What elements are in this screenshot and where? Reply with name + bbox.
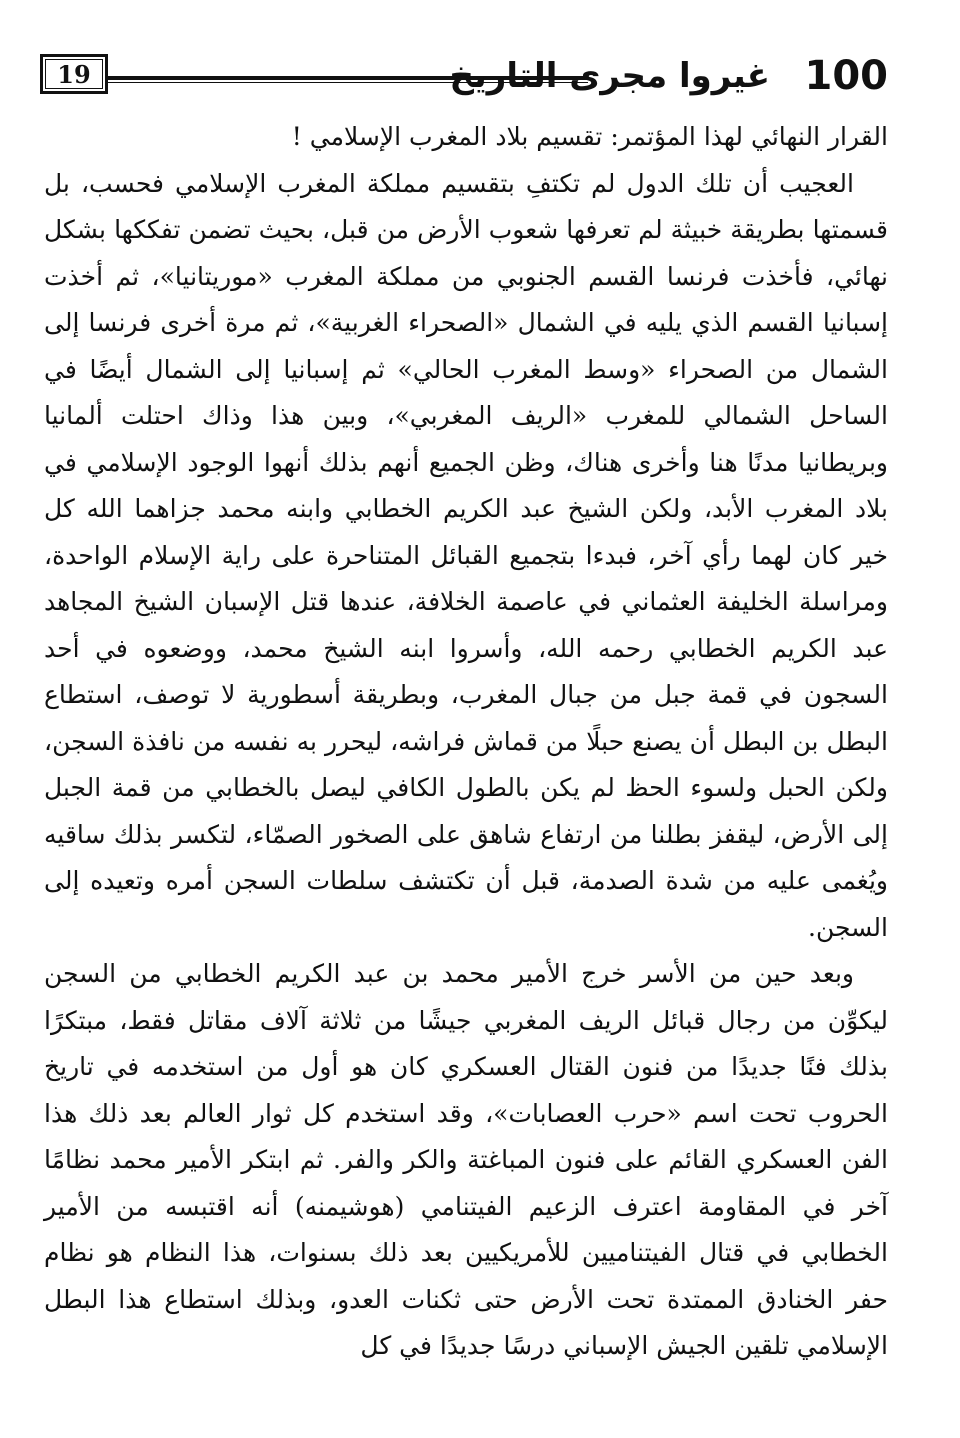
paragraph-3: وبعد حين من الأسر خرج الأمير محمد بن عبد الكريم الخطابي من السجن ليكوِّن من رجال قبائل الريف المغربي جيشًا من ثلاثة آلاف مقاتل فقط، مبتكرًا بذلك فنًا جديدًا من فنون القتال العسكري كان هو أول من استخدمه في تاريخ الحروب تحت اسم «حرب العصابات»، وقد استخدم كل ثوار العالم بعد ذلك هذا الفن العسكري القائم على فنون المباغتة والكر والفر. ثم ابتكر الأمير محمد نظامًا آخر في المقاومة اعترف الزعيم الفيتنامي (هوشيمنه) أنه اقتبسه من الأمير الخطابي في قتال الفيتناميين للأمريكيين بعد ذلك بسنوات، هذا النظام هو نظام حفر الخنادق الممتدة تحت الأرض حتى ثكنات العدو، وبذلك استطاع هذا البطل الإسلامي تلقين الجيش الإسباني درسًا جديدًا في كل — [44, 959, 888, 1360]
book-number: 100 — [804, 53, 888, 99]
page-number-box — [40, 54, 108, 94]
page-header — [40, 50, 888, 102]
page-number: 19 — [57, 59, 91, 89]
paragraph-1: القرار النهائي لهذا المؤتمر: تقسيم بلاد المغرب الإسلامي ! — [291, 122, 888, 151]
page-body — [44, 114, 888, 1370]
paragraph-2: العجيب أن تلك الدول لم تكتفِ بتقسيم مملكة المغرب الإسلامي فحسب، بل قسمتها بطريقة خبيثة لم تعرفها شعوب الأرض من قبل، بحيث تضمن تفككها بشكل نهائي، فأخذت فرنسا القسم الجنوبي من مملكة المغرب «موريتانيا»، ثم أخذت إسبانيا القسم الذي يليه في الشمال «الصحراء الغربية»، ثم مرة أخرى فرنسا إلى الشمال من الصحراء «وسط المغرب الحالي» ثم إسبانيا إلى الشمال أيضًا في الساحل الشمالي للمغرب «الريف المغربي»، وبين هذا وذاك احتلت ألمانيا وبريطانيا مدنًا هنا وأخرى هناك، وظن الجميع أنهم بذلك أنهوا الوجود الإسلامي في بلاد المغرب الأبد، ولكن الشيخ عبد الكريم الخطابي وابنه محمد جزاهما الله كل خير كان لهما رأي آخر، فبدءا بتجميع القبائل المتناحرة على راية الإسلام الواحدة، ومراسلة الخليفة العثماني في عاصمة الخلافة، عندها قتل الإسبان الشيخ المجاهد عبد الكريم الخطابي رحمه الله، وأسروا ابنه الشيخ محمد، ووضعوه في أحد السجون في قمة جبل من جبال المغرب، وبطريقة أسطورية لا توصف، استطاع البطل بن البطل أن يصنع حبلًا من قماش فراشه، ليحرر به نفسه من نافذة السجن، ولكن الحبل ولسوء الحظ لم يكن بالطول الكافي ليصل بالخطابي من قمة الجبل إلى الأرض، ليقفز بطلنا من ارتفاع شاهق على الصخور الصمّاء، لتكسر بذلك ساقيه ويُغمى عليه من شدة الصدمة، قبل أن تكتشف سلطات السجن أمره وتعيده إلى السجن. — [44, 168, 888, 942]
book-title: غيروا مجرى التاريخ — [449, 56, 770, 96]
